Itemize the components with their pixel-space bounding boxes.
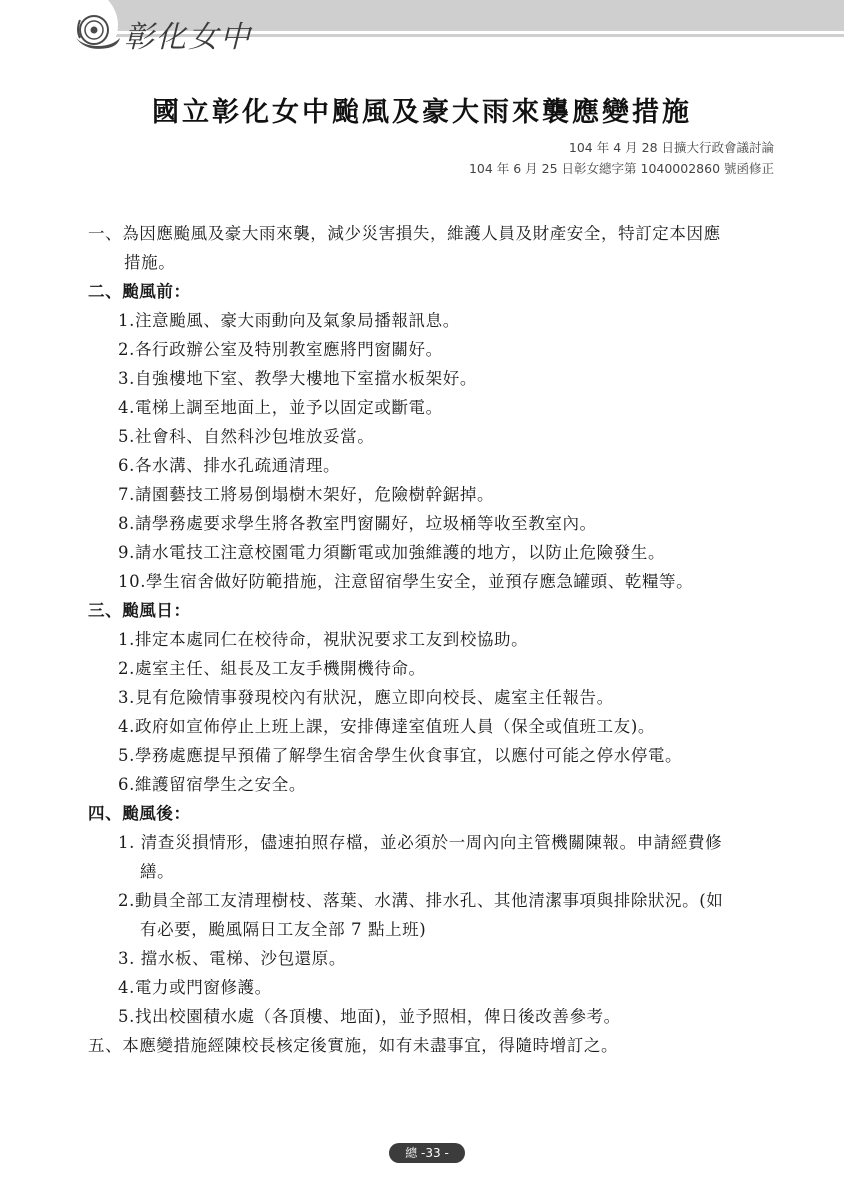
- school-logo: [72, 8, 292, 56]
- list-item: 4.政府如宣佈停止上班上課，安排傳達室值班人員（保全或值班工友)。: [118, 717, 655, 736]
- list-item: 2.處室主任、組長及工友手機開機待命。: [118, 659, 426, 678]
- section-3-heading: 三、颱風日：: [88, 601, 191, 620]
- list-item: 4.電梯上調至地面上，並予以固定或斷電。: [118, 398, 443, 417]
- list-item: 5.社會科、自然科沙包堆放妥當。: [118, 427, 375, 446]
- list-item: 5.學務處應提早預備了解學生宿舍學生伙食事宜，以應付可能之停水停電。: [118, 746, 683, 765]
- list-item: 10.學生宿舍做好防範措施，注意留宿學生安全，並預存應急罐頭、乾糧等。: [118, 572, 694, 591]
- list-item: 2.各行政辦公室及特別教室應將門窗關好。: [118, 340, 443, 359]
- list-item: 6.維護留宿學生之安全。: [118, 775, 306, 794]
- section-2-heading: 二、颱風前：: [88, 282, 191, 301]
- list-item: 8.請學務處要求學生將各教室門窗關好，垃圾桶等收至教室內。: [118, 514, 597, 533]
- list-item-cont: 繕。: [140, 862, 175, 881]
- list-item: 1.注意颱風、豪大雨動向及氣象局播報訊息。: [118, 311, 460, 330]
- list-item: 5.找出校園積水處（各頂樓、地面)，並予照相，俾日後改善參考。: [118, 1007, 621, 1026]
- document-body: [88, 219, 808, 1060]
- page-number-badge: 總 -33 -: [389, 1143, 465, 1163]
- page-title: 國立彰化女中颱風及豪大雨來襲應變措施: [152, 97, 692, 128]
- list-item: 1. 清查災損情形，儘速拍照存檔，並必須於一周內向主管機關陳報。申請經費修: [118, 833, 723, 852]
- revision-note-2: 104 年 6 月 25 日彰女總字第 1040002860 號函修正: [468, 161, 774, 176]
- school-name-text: 彰化女中: [124, 20, 252, 55]
- section-5-text: 五、本應變措施經陳校長核定後實施，如有未盡事宜，得隨時增訂之。: [88, 1036, 619, 1055]
- revision-note-1: 104 年 4 月 28 日擴大行政會議討論: [568, 140, 774, 155]
- list-item-cont: 有必要，颱風隔日工友全部 7 點上班): [140, 920, 427, 939]
- list-item: 4.電力或門窗修護。: [118, 978, 272, 997]
- school-emblem-icon: [72, 8, 122, 54]
- list-item: 3. 擋水板、電梯、沙包還原。: [118, 949, 346, 968]
- list-item: 2.動員全部工友清理樹枝、落葉、水溝、排水孔、其他清潔事項與排除狀況。(如: [118, 891, 724, 910]
- section-4-heading: 四、颱風後：: [88, 804, 191, 823]
- list-item: 9.請水電技工注意校園電力須斷電或加強維護的地方，以防止危險發生。: [118, 543, 666, 562]
- list-item: 3.見有危險情事發現校內有狀況，應立即向校長、處室主任報告。: [118, 688, 614, 707]
- list-item: 7.請園藝技工將易倒塌樹木架好，危險樹幹鋸掉。: [118, 485, 495, 504]
- list-item: 3.自強樓地下室、教學大樓地下室擋水板架好。: [118, 369, 477, 388]
- page-header: [0, 0, 844, 56]
- list-item: 6.各水溝、排水孔疏通清理。: [118, 456, 341, 475]
- section-1-text-cont: 措施。: [124, 253, 176, 272]
- section-1-text: 一、為因應颱風及豪大雨來襲，減少災害損失，維護人員及財產安全，特訂定本因應: [88, 224, 721, 243]
- list-item: 1.排定本處同仁在校待命，視狀況要求工友到校協助。: [118, 630, 529, 649]
